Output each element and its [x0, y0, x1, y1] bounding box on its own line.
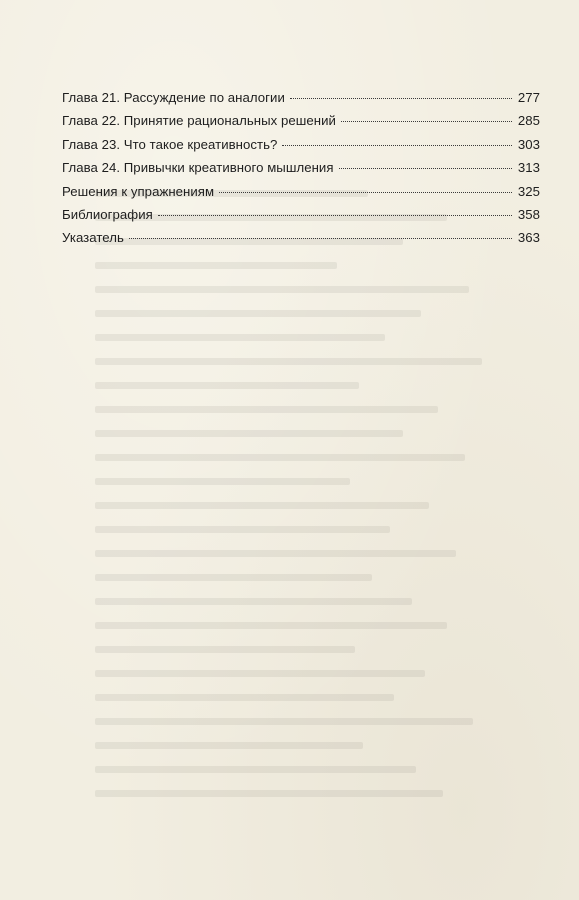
toc-entry-page: 358 — [517, 206, 540, 222]
toc-dot-leader — [290, 98, 512, 99]
toc-entry — [62, 230, 540, 253]
toc-dot-leader — [158, 215, 512, 216]
toc-entry-title: Указатель — [62, 230, 124, 246]
toc-entry-title: Решения к упражнениям — [62, 183, 215, 199]
toc-entry — [62, 113, 540, 136]
toc-entry-title: Глава 24. Привычки креативного мышления — [62, 160, 334, 176]
toc-entry-title: Глава 21. Рассуждение по аналогии — [62, 90, 285, 105]
toc-entry — [62, 207, 540, 230]
toc-entry-page: 277 — [517, 90, 540, 105]
toc-entry — [62, 90, 540, 113]
toc-entry-page: 285 — [517, 113, 540, 129]
toc-entry-page: 325 — [517, 183, 540, 199]
toc-entry-page: 363 — [517, 230, 540, 246]
toc-entry — [62, 160, 540, 183]
bleed-through-texture — [95, 190, 535, 830]
toc-entry-page: 303 — [517, 136, 540, 152]
toc-entry-title: Глава 23. Что такое креативность? — [62, 136, 278, 152]
toc-dot-leader — [219, 192, 512, 193]
toc-dot-leader — [339, 168, 512, 169]
toc-entry — [62, 184, 540, 207]
toc-entry-title: Библиография — [62, 206, 153, 222]
toc-entry-page: 313 — [517, 160, 540, 176]
toc-entry-title: Глава 22. Принятие рациональных решений — [62, 113, 336, 129]
toc-entry — [62, 137, 540, 160]
toc-dot-leader — [341, 121, 512, 122]
toc-dot-leader — [282, 145, 511, 146]
table-of-contents — [62, 90, 540, 254]
toc-dot-leader — [129, 238, 512, 239]
